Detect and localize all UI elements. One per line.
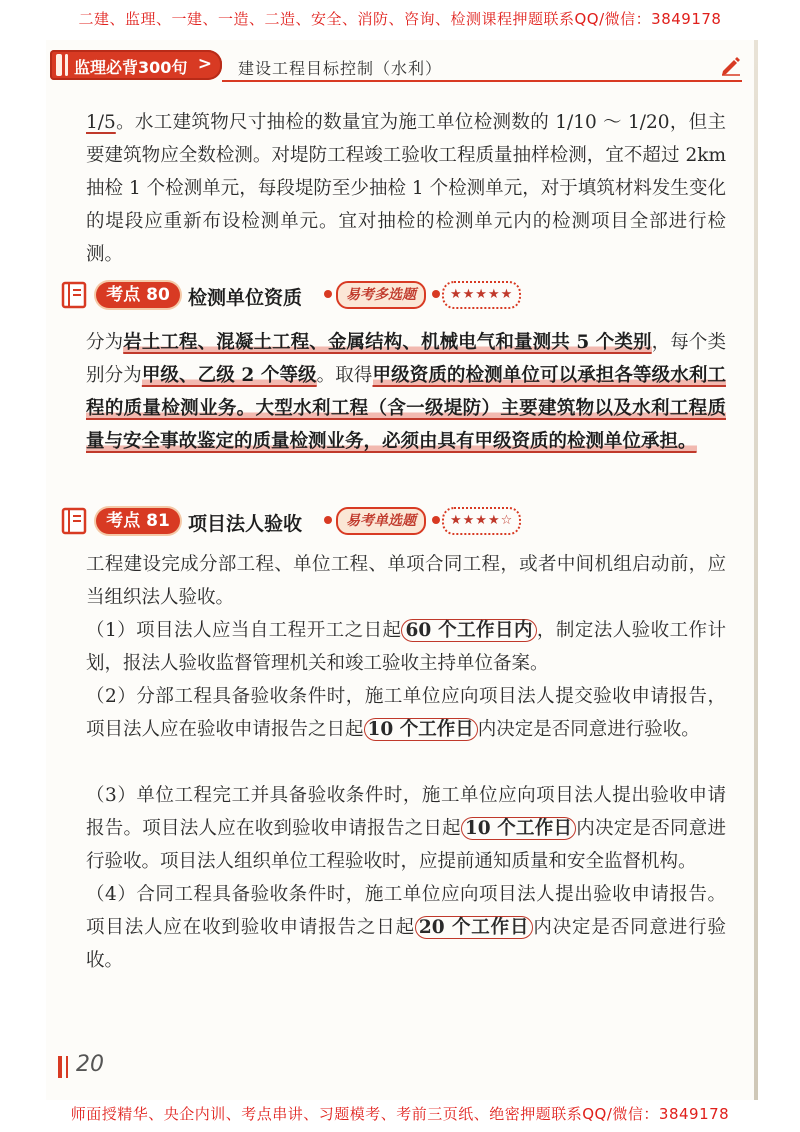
boxed-deadline: 10 个工作日 [461,817,576,840]
point-81-header [60,506,740,540]
text: （4）合同工程具备验收条件时，施工单位应向项目法人提出验收申请报告。项目法人应在收到验收申请报告之日起 [86,884,726,938]
book-icon [60,280,90,310]
header-title: 建设工程目标控制（水利） [238,59,443,78]
point-tag: 考点 81 [96,508,180,534]
text: 内决定是否同意进行验收。 [477,719,700,740]
dot-separator [432,290,440,298]
point-tag: 考点 80 [96,282,180,308]
star-rating: ★★★★★ [442,281,521,309]
point-80-header [60,280,740,314]
text: （3）单位工程完工并具备验收条件时，施工单位应向项目法人提出验收申请报告。项目法人应在收到验收申请报告之日起 [86,785,726,839]
underlined-ratio: 1/5 [86,112,116,133]
text: （1）项目法人应当自工程开工之日起 [86,620,402,641]
point-title: 检测单位资质 [188,287,303,309]
page-number-bar [66,1056,68,1078]
point-title: 项目法人验收 [188,513,303,535]
boxed-deadline: 10 个工作日 [364,718,478,741]
list-item-1 [86,614,726,680]
paragraph-text: 。水工建筑物尺寸抽检的数量宜为施工单位检测数的 1/10 ～ 1/20，但主要建筑物应全数检测。对堤防工程竣工验收工程质量抽样检测，宜不超过 2km 抽检 1 个检测单元，每段堤防至少抽检 1 个检测单元，对于填筑材料发生变化的堤段应重新布设检测单元。宜对抽检的检测单元内的检测项目全部进行检测。 [86,112,726,265]
text: （2）分部工程具备验收条件时，施工单位应向项目法人提交验收申请报告，项目法人应在验收申请报告之日起 [86,686,726,740]
text: 分为 [86,332,124,353]
paragraph-intro: 工程建设完成分部工程、单位工程、单项合同工程，或者中间机组启动前，应当组织法人验收。 [86,554,726,608]
header-tab [50,50,222,80]
pencil-icon [720,54,742,76]
tab-stripe [65,54,68,76]
promo-banner-top: 二建、监理、一建、一造、二造、安全、消防、咨询、检测课程押题联系QQ/微信：3849178 [78,10,722,28]
highlight-grades: 甲级、乙级 2 个等级 [141,365,317,386]
page-number-bar [58,1056,62,1078]
page-edge [754,40,758,1100]
highlight-grade-a-scope: 甲级资质的检测单位可以承担各等级水利工程的质量检测业务。大型水利工程（含一级堤防）主要建筑物以及水利工程质量与安全事故鉴定的质量检测业务，必须由具有甲级资质的检测单位承担。 [86,365,726,452]
highlight-categories: 岩土工程、混凝土工程、金属结构、机械电气和量测共 5 个类别 [123,332,652,353]
text: 内决定是否同意进行验收。项目法人组织单位工程验收时，应提前通知质量和安全监督机构。 [86,818,726,872]
page-header [50,48,750,84]
star-rating: ★★★★☆ [442,507,521,535]
dot-separator [324,516,332,524]
text: 内决定是否同意进行验收。 [86,917,726,971]
paragraph-sampling [86,106,726,271]
boxed-deadline: 20 个工作日 [415,916,533,939]
header-tab-label: 监理必背300句 [74,58,188,77]
list-item-3 [86,779,726,878]
list-item-4 [86,878,726,977]
tab-stripe [56,54,62,76]
promo-banner-bottom: 师面授精华、央企内训、考点串讲、习题模考、考前三页纸、绝密押题联系QQ/微信：3849178 [70,1105,730,1123]
dot-separator [324,290,332,298]
header-rule [222,80,742,82]
text: ，制定法人验收工作计划，报法人验收监督管理机关和竣工验收主持单位备案。 [86,620,726,674]
question-type-badge: 易考单选题 [336,507,426,535]
book-icon [60,506,90,536]
chevron-right-icon: > [197,54,212,74]
boxed-deadline: 60 个工作日内 [401,619,536,642]
paragraph-qualification [86,326,726,458]
dot-separator [432,516,440,524]
book-page [46,40,758,1100]
text: 。取得 [316,365,373,386]
list-item-2 [86,680,726,746]
question-type-badge: 易考多选题 [336,281,426,309]
page-number-text: 20 [76,1052,104,1077]
text: ，每个类别分为 [86,332,726,386]
